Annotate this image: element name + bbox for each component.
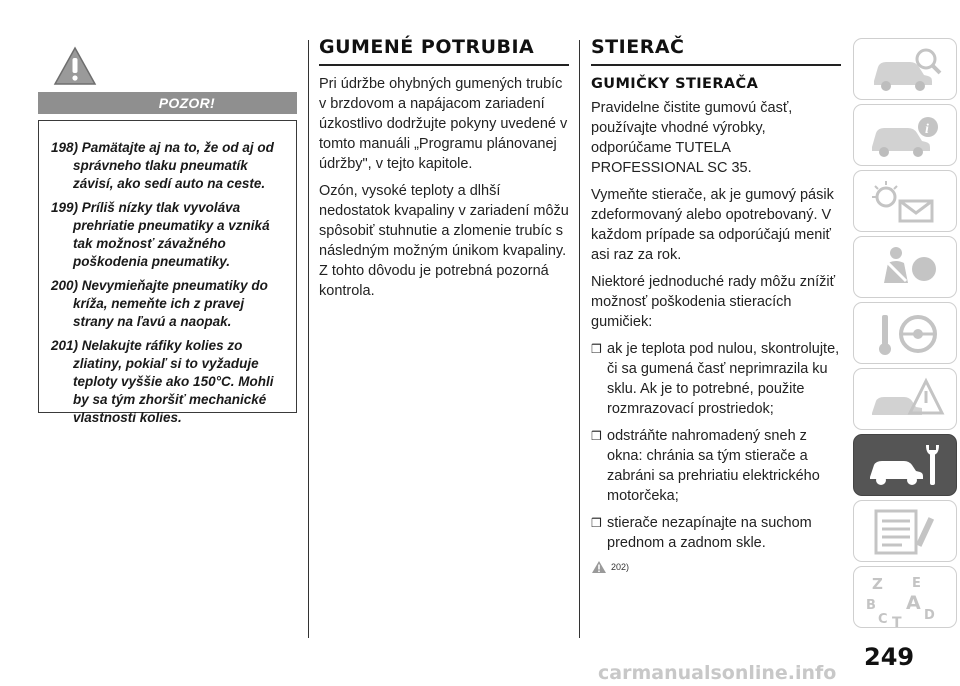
nav-tab-technical-data[interactable] — [853, 500, 957, 562]
checkbox-bullet-icon: ❒ — [591, 516, 602, 530]
index-letter: B — [866, 598, 876, 613]
car-search-icon — [866, 45, 946, 95]
wiper-paragraph: Vymeňte stierače, ak je gumový pásik zdeformovaný alebo opotrebovaný. V každom prípade sa odporúčajú meniť asi raz za rok. — [591, 187, 834, 263]
index-letter: E — [912, 576, 921, 591]
key-steering-wheel-icon — [866, 309, 946, 359]
column-divider-right — [579, 40, 580, 638]
checkbox-bullet-icon: ❒ — [591, 342, 602, 356]
hoses-paragraph: Pri údržbe ohybných gumených trubíc v brzdovom a napájacom zariadení úzkostlivo dodržujte pokyny uvedené v tomto manuáli „Programu plánovanej údržby", v tejto kapitole. — [319, 76, 568, 172]
warning-header: POZOR! — [38, 92, 297, 114]
warning-reference[interactable] — [591, 560, 841, 574]
warning-item-200: 200) Nevymieňajte pneumatiky do kríža, nemeňte ich z pravej strany na ľavú a naopak. — [51, 278, 268, 329]
specifications-list-icon — [866, 507, 946, 557]
nav-tab-knowing-car[interactable] — [853, 38, 957, 100]
warning-reference-number: 202) — [611, 562, 630, 572]
watermark: carmanualsonline.info — [598, 662, 837, 684]
wiper-paragraph: Niektoré jednoduché rady môžu znížiť možnosť poškodenia stieracích gumičiek: — [591, 274, 836, 330]
warning-item-198: 198) Pamätajte aj na to, že od aj od správneho tlaku pneumatík závisí, ako sedí auto na ceste. — [51, 140, 274, 191]
index-letter: A — [906, 592, 921, 614]
warning-box — [38, 120, 297, 425]
seatbelt-airbag-icon — [866, 243, 946, 293]
column-divider-left — [308, 40, 309, 638]
warning-small-icon — [591, 560, 607, 574]
wiper-bullet: ❒ ak je teplota pod nulou, skontrolujte, či sa gumená časť neprimrazila ku sklu. Ak je to potrebné, použite rozmrazovací prostriedok; — [591, 341, 840, 417]
car-info-icon — [866, 111, 946, 161]
index-letters-icon — [866, 573, 946, 627]
wiper-bullet: ❒ odstráňte nahromadený sneh z okna: chránia sa tým stierače a zabráni sa prehriatiu elektrického motorčeka; — [591, 428, 820, 504]
hoses-paragraph: Ozón, vysoké teploty a dlhší nedostatok kvapaliny v zariadení môžu spôsobiť stuhnutie a zlomenie trubíc s následným možným únikom kvapaliny. Z tohto dôvodu je potrebná pozorná kontrola. — [319, 183, 569, 299]
warning-triangle-icon — [53, 46, 97, 86]
nav-tab-warning-lights[interactable] — [853, 170, 957, 232]
warning-item-201: 201) Nelakujte ráfiky kolies zo zliatiny, pokiaľ si to vyžaduje teploty vyššie ako 150°C. Mohli by sa tým zhoršiť mechanické vlastnosti kolies. — [51, 338, 274, 425]
car-wrench-icon — [866, 441, 946, 491]
hoses-section — [319, 34, 569, 308]
nav-tab-index[interactable] — [853, 566, 957, 628]
hoses-title: GUMENÉ POTRUBIA — [319, 34, 569, 66]
wiper-section — [591, 34, 841, 574]
index-letter: Z — [872, 575, 883, 593]
warning-lights-icon — [866, 177, 946, 227]
wiper-bullet: ❒ stierače nezapínajte na suchom prednom a zadnom skle. — [591, 515, 812, 551]
warning-item-199: 199) Príliš nízky tlak vyvoláva prehriatie pneumatiky a vzniká tak možnosť závažného poškodenia pneumatiky. — [51, 200, 270, 269]
nav-tab-starting-driving[interactable] — [853, 302, 957, 364]
wiper-title: STIERAČ — [591, 34, 841, 66]
checkbox-bullet-icon: ❒ — [591, 429, 602, 443]
wiper-paragraph: Pravidelne čistite gumovú časť, používajte vhodné výrobky, odporúčame TUTELA PROFESSIONAL SC 35. — [591, 100, 793, 176]
breakdown-triangle-icon — [866, 375, 946, 425]
nav-tab-dashboard[interactable] — [853, 104, 957, 166]
index-letter: D — [924, 608, 935, 623]
nav-tab-maintenance[interactable] — [853, 434, 957, 496]
nav-tab-emergency[interactable] — [853, 368, 957, 430]
wiper-subtitle: GUMIČKY STIERAČA — [591, 76, 759, 92]
index-letter: C — [878, 612, 888, 627]
index-letter: T — [892, 615, 902, 627]
svg-text:i: i — [925, 122, 929, 137]
page-number: 249 — [864, 643, 915, 671]
nav-tab-safety[interactable] — [853, 236, 957, 298]
